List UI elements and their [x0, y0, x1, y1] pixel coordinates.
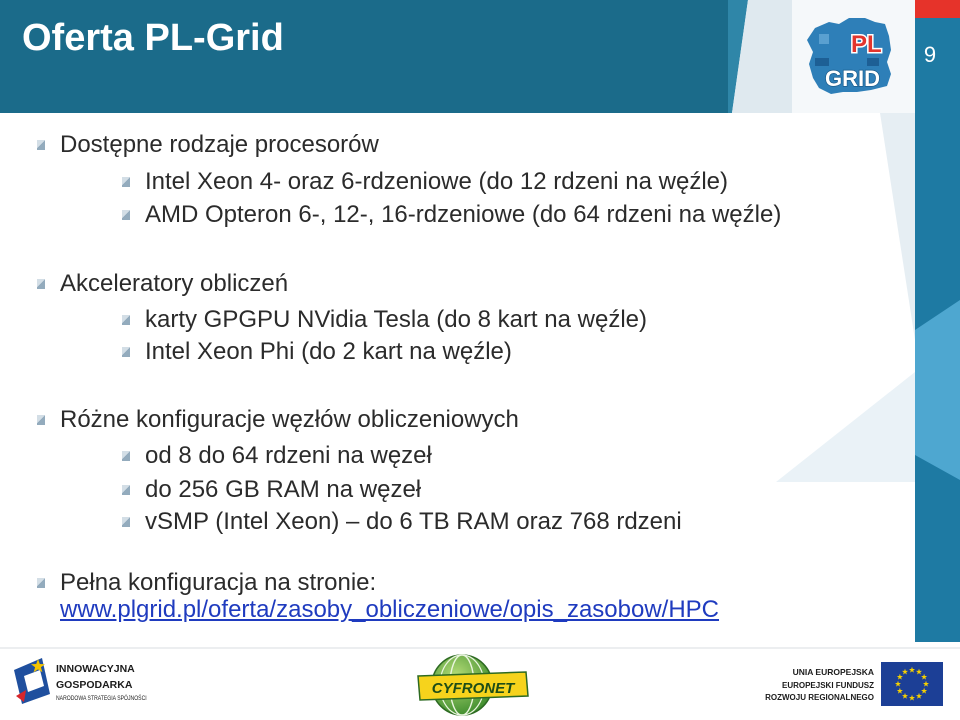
slide-title: Oferta PL-Grid — [22, 17, 284, 59]
bullet-icon — [122, 347, 130, 357]
bullet-icon — [37, 415, 45, 425]
plgrid-logo-block — [867, 58, 879, 66]
cyfronet-logo — [400, 652, 530, 718]
plgrid-logo-block — [815, 58, 829, 66]
eu-flag-icon — [881, 662, 943, 706]
side-column-facet — [915, 300, 960, 480]
section-heading-text: Różne konfiguracje węzłów obliczeniowych — [60, 406, 519, 433]
bullet-icon — [37, 578, 45, 588]
eu-logo-line2: EUROPEJSKI FUNDUSZ — [781, 681, 874, 690]
bullet-icon — [122, 210, 130, 220]
innowacyjna-logo-line3: NARODOWA STRATEGIA SPÓJNOŚCI — [56, 696, 147, 702]
plgrid-logo-grid: GRID — [825, 66, 880, 91]
bullet-item-text: karty GPGPU NVidia Tesla (do 8 kart na węźle) — [145, 306, 647, 333]
innowacyjna-gospodarka-icon — [12, 656, 54, 706]
bullet-icon — [122, 315, 130, 325]
section-heading-text: Pełna konfiguracja na stronie: — [60, 569, 377, 596]
section-heading-text: Dostępne rodzaje procesorów — [60, 131, 379, 158]
bullet-icon — [122, 517, 130, 527]
bullet-item-text: AMD Opteron 6-, 12-, 16-rdzeniowe (do 64 rdzeni na węźle) — [145, 201, 782, 228]
bullet-icon — [37, 140, 45, 150]
cyfronet-logo-text: CYFRONET — [431, 680, 515, 697]
section-heading-text: Akceleratory obliczeń — [60, 270, 289, 297]
eu-logo-line3: ROZWOJU REGIONALNEGO — [765, 693, 874, 702]
bullet-icon — [122, 485, 130, 495]
side-facet-light — [880, 113, 915, 340]
plgrid-logo-pl: PL — [851, 31, 882, 58]
bullet-item-text: vSMP (Intel Xeon) – do 6 TB RAM oraz 768 rdzeni — [145, 508, 682, 535]
page-number: 9 — [923, 42, 937, 67]
side-facet-pale — [776, 372, 915, 482]
bullet-icon — [37, 279, 45, 289]
bullet-icon — [122, 451, 130, 461]
innowacyjna-logo-line2: GOSPODARKA — [56, 679, 133, 691]
innowacyjna-logo-line1: INNOWACYJNA — [56, 663, 135, 675]
bullet-item-text: od 8 do 64 rdzeni na węzeł — [145, 442, 432, 469]
bullet-item-text: Intel Xeon 4- oraz 6-rdzeniowe (do 12 rdzeni na węźle) — [145, 168, 728, 195]
plgrid-logo-icon — [805, 12, 895, 96]
eu-logo-line1: UNIA EUROPEJSKA — [792, 667, 874, 677]
bullet-item-text: Intel Xeon Phi (do 2 kart na węźle) — [145, 338, 512, 365]
hpc-resources-link[interactable]: www.plgrid.pl/oferta/zasoby_obliczeniowe/opis_zasobow/HPC — [60, 596, 720, 623]
bullet-item-text: do 256 GB RAM na węzeł — [145, 476, 422, 503]
plgrid-logo-block — [819, 34, 829, 44]
bullet-icon — [122, 177, 130, 187]
corner-accent — [915, 0, 960, 18]
